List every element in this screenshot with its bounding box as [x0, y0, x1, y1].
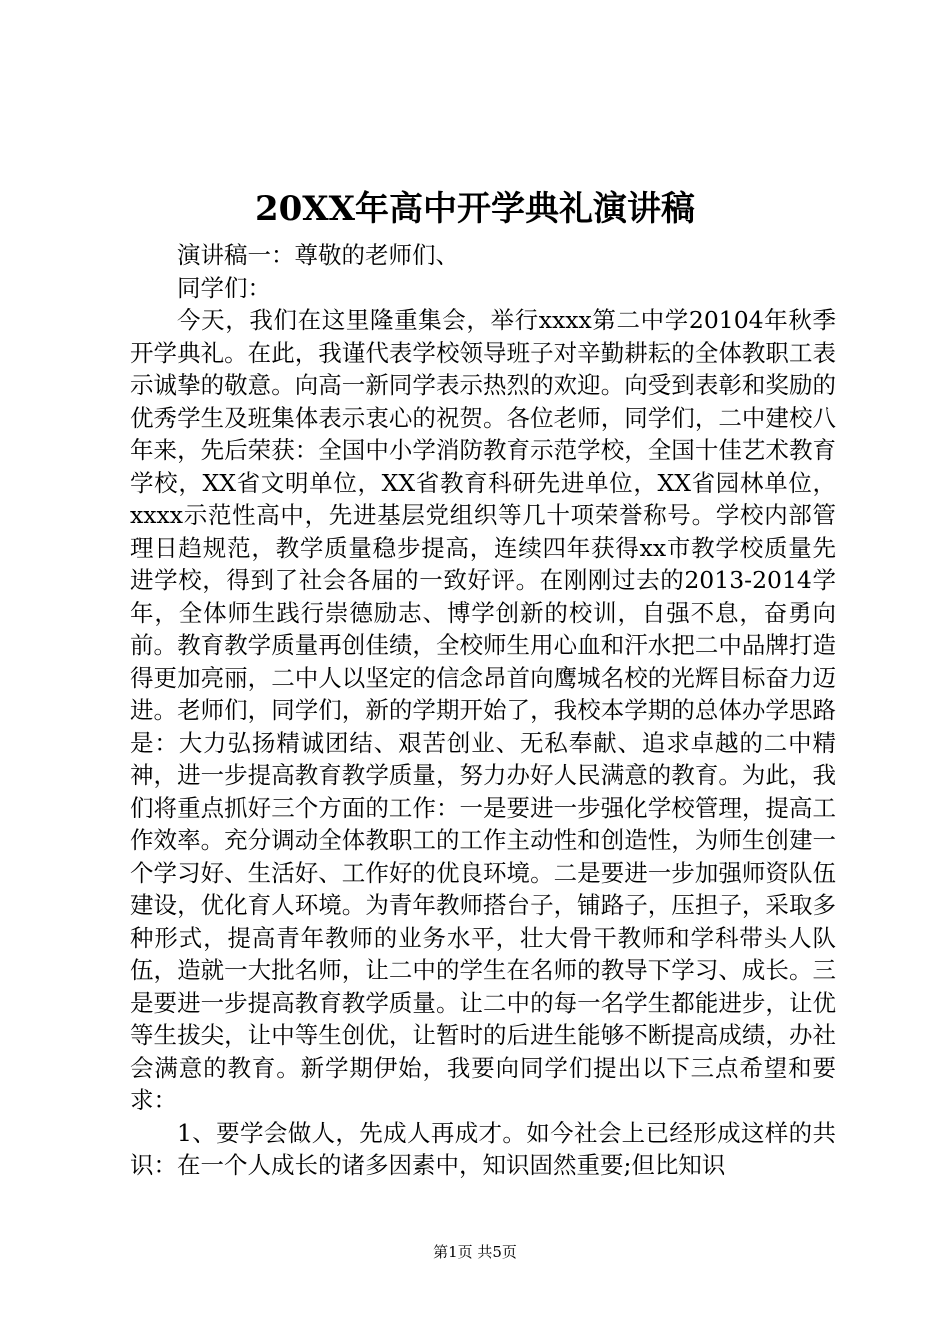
document-title: 20XX年高中开学典礼演讲稿: [254, 189, 696, 229]
paragraph-salutation: 演讲稿一：尊敬的老师们、: [177, 241, 459, 269]
document-body: [130, 239, 836, 1182]
paragraph-point-1: 1、要学会做人，先成人再成才。如今社会上已经形成这样的共识：在一个人成长的诸多因素中，知识固然重要;但比知识: [130, 1118, 836, 1179]
paragraph-salutation-2: 同学们：: [177, 273, 271, 302]
page-footer: 第1页 共5页: [433, 1243, 517, 1261]
paragraph-main: 今天，我们在这里隆重集会，举行xxxx第二中学20104年秋季开学典礼。在此，我谨代表学校领导班子对辛勤耕耘的全体教职工表示诚挚的敬意。向高一新同学表示热烈的欢迎。向受到表彰和奖励的优秀学生及班集体表示衷心的祝贺。各位老师，同学们，二中建校八年来，先后荣获：全国中小学消防教育示范学校，全国十佳艺术教育学校，XX省文明单位，XX省教育科研先进单位，XX省园林单位，xxxx示范性高中，先进基层党组织等几十项荣誉称号。学校内部管理日趋规范，教学质量稳步提高，连续四年获得xx市教学校质量先进学校，得到了社会各届的一致好评。在刚刚过去的2013-2014学年，全体师生践行崇德励志、博学创新的校训，自强不息，奋勇向前。教育教学质量再创佳绩，全校师生用心血和汗水把二中品牌打造得更加亮丽，二中人以坚定的信念昂首向鹰城名校的光辉目标奋力迈进。老师们，同学们，新的学期开始了，我校本学期的总体办学思路是：大力弘扬精诚团结、艰苦创业、无私奉献、追求卓越的二中精神，进一步提高教育教学质量，努力办好人民满意的教育。为此，我们将重点抓好三个方面的工作：一是要进一步强化学校管理，提高工作效率。充分调动全体教职工的工作主动性和创造性，为师生创建一个学习好、生活好、工作好的优良环境。二是要进一步加强师资队伍建设，优化育人环境。为青年教师搭台子，铺路子，压担子，采取多种形式，提高青年教师的业务水平，壮大骨干教师和学科带头人队伍，造就一大批名师，让二中的学生在名师的教导下学习、成长。三是要进一步提高教育教学质量。让二中的每一名学生都能进步，让优等生拔尖，让中等生创优，让暂时的后进生能够不断提高成绩，办社会满意的教育。新学期伊始，我要向同学们提出以下三点希望和要求：: [130, 306, 836, 1114]
